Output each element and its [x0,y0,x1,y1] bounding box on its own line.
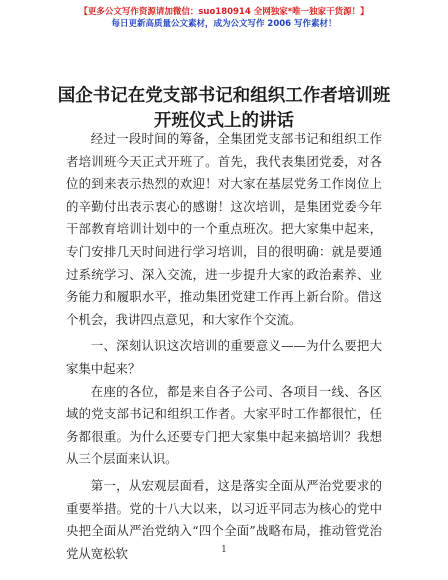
paragraph-first-point: 第一，从宏观层面看，这是落实全面从严治党要求的重要举措。党的十八大以来，以习近平同志为核心的党中央把全面从严治党纳入“四个全面”战略布局，推动管党治党从宽松软 [66,477,382,561]
page-number: 1 [221,545,227,555]
promo-banner-line-2: 每日更新高质量公文素材，成为公文写作 2006 写作素材！ [111,19,337,29]
paragraph-audience: 在座的各位，都是来自各子公司、各项目一线、各区域的党支部书记和组织工作者。大家平时工作都很忙，任务都很重。为什么还要专门把大家集中起来搞培训？我想从三个层面来认识。 [66,383,382,467]
promo-banner-line-1: 【更多公文写作资源请加微信：suo180914 全网独家*唯一独家干货源！】 [79,7,369,17]
section-heading-1: 一、深刻认识这次培训的重要意义——为什么要把大家集中起来？ [66,338,382,376]
promo-banner [0,6,448,30]
document-title: 国企书记在党支部书记和组织工作者培训班开班仪式上的讲话 [57,86,391,131]
paragraph-intro: 经过一段时间的筹备，全集团党支部书记和组织工作者培训班今天正式开班了。首先，我代表集团党委，对各位的到来表示热烈的欢迎！对大家在基层党务工作岗位上的辛勤付出表示衷心的感谢！这次培训，是集团党委今年干部教育培训计划中的一个重点班次。把大家集中起来，专门安排几天时间进行学习培训，目的很明确：就是要通过系统学习、深入交流，进一步提升大家的政治素养、业务能力和履职水平，推动集团党建工作再上新台阶。借这个机会，我讲四点意见，和大家作个交流。 [66,131,382,327]
document-body [66,128,382,565]
